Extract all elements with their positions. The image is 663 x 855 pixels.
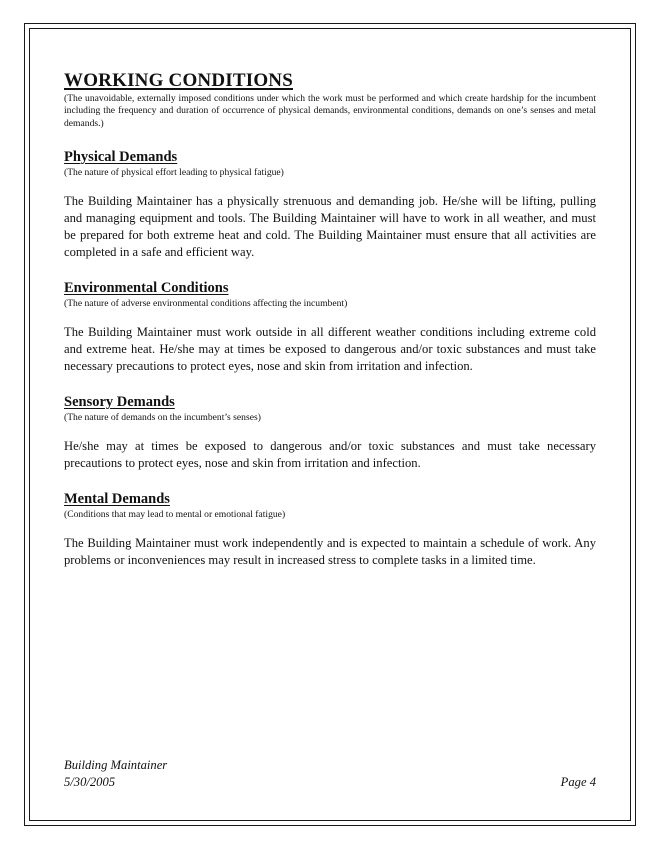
section-description: (The nature of physical effort leading to physical fatigue) xyxy=(64,166,284,178)
section-title: Environmental Conditions xyxy=(64,279,229,296)
section-title: Physical Demands xyxy=(64,148,178,165)
section-environmental-conditions xyxy=(64,280,596,375)
footer-job-title: Building Maintainer xyxy=(64,758,168,772)
footer-page-number: Page 4 xyxy=(560,775,596,789)
section-description: (The nature of demands on the incumbent’s senses) xyxy=(64,411,261,423)
section-description: (Conditions that may lead to mental or emotional fatigue) xyxy=(64,508,286,520)
footer-row xyxy=(64,774,596,791)
section-title: Mental Demands xyxy=(64,490,170,507)
section-body: He/she may at times be exposed to dangerous and/or toxic substances and must take necessary precautions to protect eyes, nose and skin from irritation and infection. xyxy=(64,438,596,470)
page-title: WORKING CONDITIONS xyxy=(64,70,293,91)
section-body: The Building Maintainer has a physically strenuous and demanding job. He/she will be lifting, pulling and managing equipment and tools. The Building Maintainer will have to work in all weather, and must be prepared for both extreme heat and cold. The Building Maintainer must ensure that all activities are completed in a safe and efficient way. xyxy=(64,193,596,259)
document-content xyxy=(64,70,596,569)
section-body: The Building Maintainer must work independently and is expected to maintain a schedule of work. Any problems or inconveniences may result in increased stress to complete tasks in a limited time. xyxy=(64,535,596,567)
section-physical-demands xyxy=(64,149,596,261)
footer-date: 5/30/2005 xyxy=(64,775,116,789)
section-mental-demands xyxy=(64,491,596,569)
section-body: The Building Maintainer must work outside in all different weather conditions including extreme cold and extreme heat. He/she may at times be exposed to dangerous and/or toxic substances and must take necessary precautions to protect eyes, nose and skin from irritation and infection. xyxy=(64,324,596,373)
section-description: (The nature of adverse environmental conditions affecting the incumbent) xyxy=(64,297,348,309)
page-title-description: (The unavoidable, externally imposed conditions under which the work must be performed and which create hardship for the incumbent including the frequency and duration of occurrence of physical demands, environmental conditions, demands on one’s senses and metal demands.) xyxy=(64,93,596,129)
section-sensory-demands xyxy=(64,394,596,472)
section-title: Sensory Demands xyxy=(64,393,175,410)
page-footer xyxy=(64,757,596,791)
